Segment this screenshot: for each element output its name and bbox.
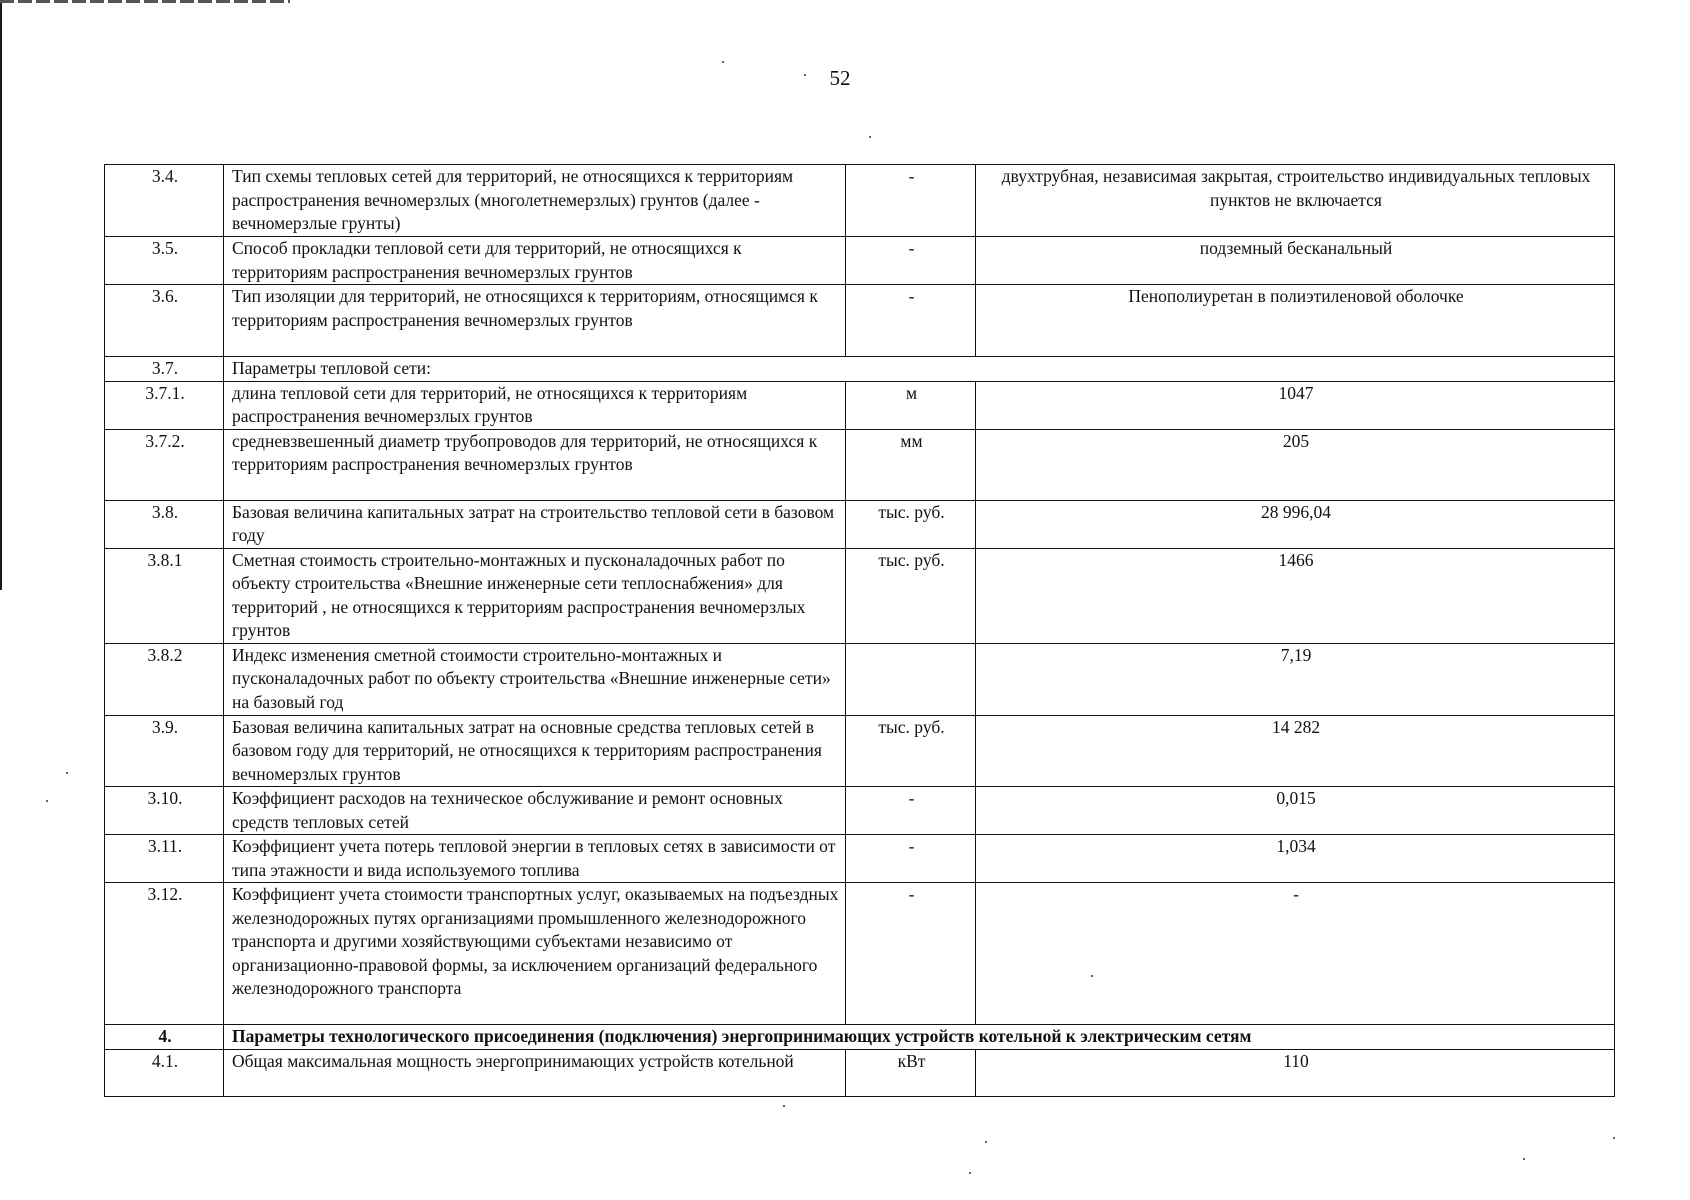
table-row (105, 1049, 1615, 1096)
table-row (105, 237, 1615, 285)
row-value: 7,19 (976, 643, 1615, 715)
row-unit: - (846, 835, 976, 883)
table-row (105, 500, 1615, 548)
row-description: Базовая величина капитальных затрат на основные средства тепловых сетей в базовом году для территорий, не относящихся к территориям распространения вечномерзлых грунтов (224, 715, 846, 787)
row-number: 3.10. (105, 787, 224, 835)
row-unit (846, 643, 976, 715)
row-number: 3.6. (105, 285, 224, 357)
row-unit: мм (846, 429, 976, 500)
row-number: 3.11. (105, 835, 224, 883)
table-row-subheading (105, 357, 1615, 382)
scan-speck (66, 772, 68, 774)
row-value: 1,034 (976, 835, 1615, 883)
row-unit: - (846, 165, 976, 237)
row-description: Коэффициент учета потерь тепловой энергии в тепловых сетях в зависимости от типа этажности и вида используемого топлива (224, 835, 846, 883)
row-unit: кВт (846, 1049, 976, 1096)
table-row (105, 715, 1615, 787)
row-description: Параметры технологического присоединения (подключения) энергопринимающих устройств котельной к электрическим сетям (224, 1025, 1615, 1050)
row-description: Коэффициент расходов на техническое обслуживание и ремонт основных средств тепловых сетей (224, 787, 846, 835)
row-number: 3.4. (105, 165, 224, 237)
row-number: 3.5. (105, 237, 224, 285)
row-value: - (976, 883, 1615, 1025)
scan-speck (1523, 1158, 1525, 1160)
row-value: Пенополиуретан в полиэтиленовой оболочке (976, 285, 1615, 357)
row-description: Тип изоляции для территорий, не относящихся к территориям, относящимся к территориям распространения вечномерзлых грунтов (224, 285, 846, 357)
row-value: 1466 (976, 548, 1615, 643)
row-number: 3.7.1. (105, 381, 224, 429)
scan-speck (969, 1172, 971, 1174)
row-value: 0,015 (976, 787, 1615, 835)
row-value: 1047 (976, 381, 1615, 429)
row-unit: - (846, 237, 976, 285)
row-number: 4.1. (105, 1049, 224, 1096)
row-unit: - (846, 883, 976, 1025)
table-row (105, 835, 1615, 883)
scan-speck (985, 1141, 987, 1143)
table-row (105, 548, 1615, 643)
table-row (105, 381, 1615, 429)
row-number: 3.8. (105, 500, 224, 548)
row-description: Тип схемы тепловых сетей для территорий, не относящихся к территориям распространения вечномерзлых (многолетнемерзлых) грунтов (далее - вечномерзлые грунты) (224, 165, 846, 237)
row-unit: - (846, 285, 976, 357)
row-unit: тыс. руб. (846, 548, 976, 643)
row-value: подземный бесканальный (976, 237, 1615, 285)
row-value: 14 282 (976, 715, 1615, 787)
table-row-section-heading (105, 1025, 1615, 1050)
row-unit: тыс. руб. (846, 500, 976, 548)
scan-speck (869, 136, 871, 138)
row-description: Коэффициент учета стоимости транспортных услуг, оказываемых на подъездных железнодорожных путях организациями промышленного железнодорожного транспорта и другими хозяйствующими субъектами независимо от организационно-правовой формы, за исключением организаций федерального железнодорожного транспорта (224, 883, 846, 1025)
scan-speck (46, 800, 48, 802)
row-number: 3.9. (105, 715, 224, 787)
scan-speck (804, 74, 806, 76)
table-row (105, 787, 1615, 835)
scan-speck (783, 1105, 785, 1107)
row-number: 3.12. (105, 883, 224, 1025)
row-value: двухтрубная, независимая закрытая, строительство индивидуальных тепловых пунктов не включается (976, 165, 1615, 237)
row-number: 3.7. (105, 357, 224, 382)
row-number: 3.7.2. (105, 429, 224, 500)
scan-edge-left (0, 0, 2, 590)
row-description: Индекс изменения сметной стоимости строительно-монтажных и пусконаладочных работ по объекту строительства «Внешние инженерные сети» на базовый год (224, 643, 846, 715)
row-unit: тыс. руб. (846, 715, 976, 787)
row-description: Базовая величина капитальных затрат на строительство тепловой сети в базовом году (224, 500, 846, 548)
row-description: Сметная стоимость строительно-монтажных и пусконаладочных работ по объекту строительства «Внешние инженерные сети теплоснабжения» для территорий , не относящихся к территориям распространения вечномерзлых грунтов (224, 548, 846, 643)
page-number: 52 (829, 66, 851, 90)
row-description: Параметры тепловой сети: (224, 357, 1615, 382)
row-description: Способ прокладки тепловой сети для территорий, не относящихся к территориям распространения вечномерзлых грунтов (224, 237, 846, 285)
row-description: Общая максимальная мощность энергопринимающих устройств котельной (224, 1049, 846, 1096)
table-row (105, 285, 1615, 357)
row-number: 4. (105, 1025, 224, 1050)
row-description: средневзвешенный диаметр трубопроводов для территорий, не относящихся к территориям распространения вечномерзлых грунтов (224, 429, 846, 500)
row-unit: - (846, 787, 976, 835)
table-row (105, 643, 1615, 715)
table-row (105, 429, 1615, 500)
parameters-table (104, 164, 1615, 1097)
row-value: 205 (976, 429, 1615, 500)
scan-speck (722, 61, 724, 63)
row-value: 28 996,04 (976, 500, 1615, 548)
row-number: 3.8.1 (105, 548, 224, 643)
table-row (105, 883, 1615, 1025)
row-value: 110 (976, 1049, 1615, 1096)
scan-speck (1613, 1137, 1615, 1139)
scan-edge-top (0, 0, 290, 3)
row-description: длина тепловой сети для территорий, не относящихся к территориям распространения вечномерзлых грунтов (224, 381, 846, 429)
table-row (105, 165, 1615, 237)
row-number: 3.8.2 (105, 643, 224, 715)
row-unit: м (846, 381, 976, 429)
